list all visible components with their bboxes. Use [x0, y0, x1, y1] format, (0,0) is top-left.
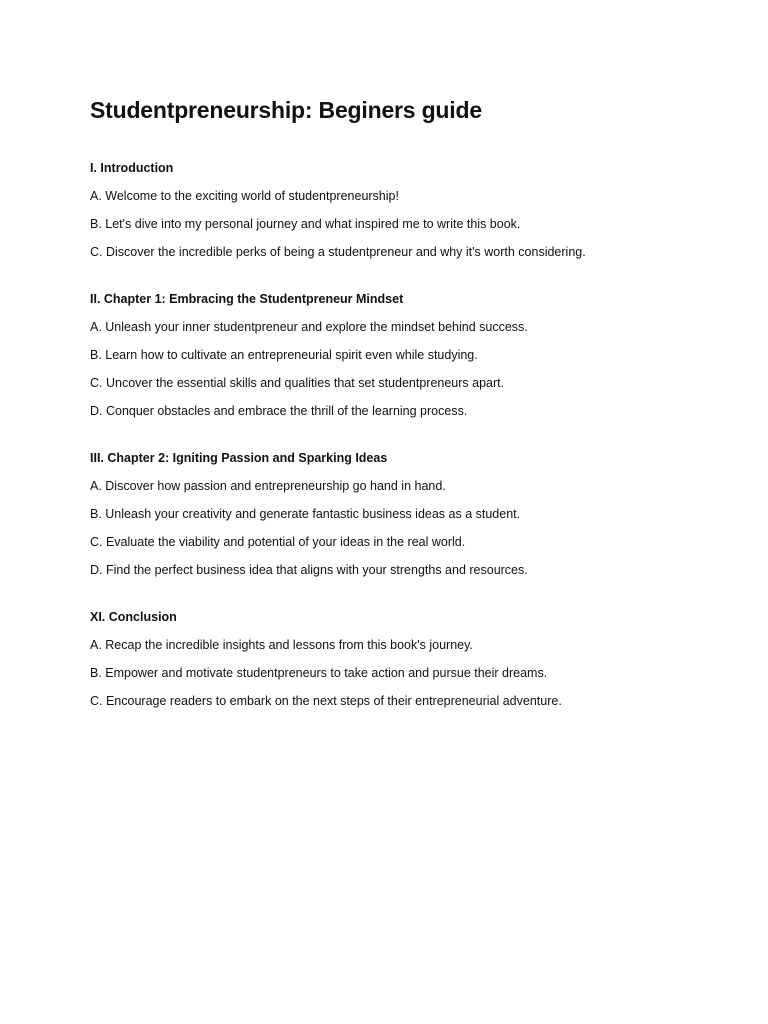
section-heading: XI. Conclusion — [90, 610, 177, 624]
list-item: D. Conquer obstacles and embrace the thrill of the learning process. — [90, 404, 468, 418]
list-item: C. Evaluate the viability and potential of your ideas in the real world. — [90, 535, 466, 549]
list-item: D. Find the perfect business idea that aligns with your strengths and resources. — [90, 563, 528, 577]
list-item: B. Learn how to cultivate an entrepreneurial spirit even while studying. — [90, 348, 478, 362]
list-item: B. Unleash your creativity and generate fantastic business ideas as a student. — [90, 507, 521, 521]
list-item: C. Discover the incredible perks of being a studentpreneur and why it's worth considering. — [90, 245, 586, 259]
document-page — [90, 94, 730, 711]
list-item: A. Unleash your inner studentpreneur and explore the mindset behind success. — [90, 320, 528, 334]
section-heading: III. Chapter 2: Igniting Passion and Sparking Ideas — [90, 451, 388, 465]
list-item: C. Encourage readers to embark on the next steps of their entrepreneurial adventure. — [90, 694, 562, 708]
section-chapter-2 — [90, 448, 730, 580]
list-item: A. Recap the incredible insights and lessons from this book's journey. — [90, 638, 473, 652]
document-title: Studentpreneurship: Beginers guide — [90, 97, 482, 123]
list-item: B. Let's dive into my personal journey and what inspired me to write this book. — [90, 217, 521, 231]
section-conclusion — [90, 607, 730, 711]
section-heading: I. Introduction — [90, 161, 174, 175]
list-item: A. Welcome to the exciting world of studentpreneurship! — [90, 189, 399, 203]
list-item: A. Discover how passion and entrepreneurship go hand in hand. — [90, 479, 446, 493]
section-heading: II. Chapter 1: Embracing the Studentpreneur Mindset — [90, 292, 404, 306]
list-item: B. Empower and motivate studentpreneurs to take action and pursue their dreams. — [90, 666, 548, 680]
section-introduction — [90, 158, 730, 262]
list-item: C. Uncover the essential skills and qualities that set studentpreneurs apart. — [90, 376, 505, 390]
section-chapter-1 — [90, 289, 730, 421]
